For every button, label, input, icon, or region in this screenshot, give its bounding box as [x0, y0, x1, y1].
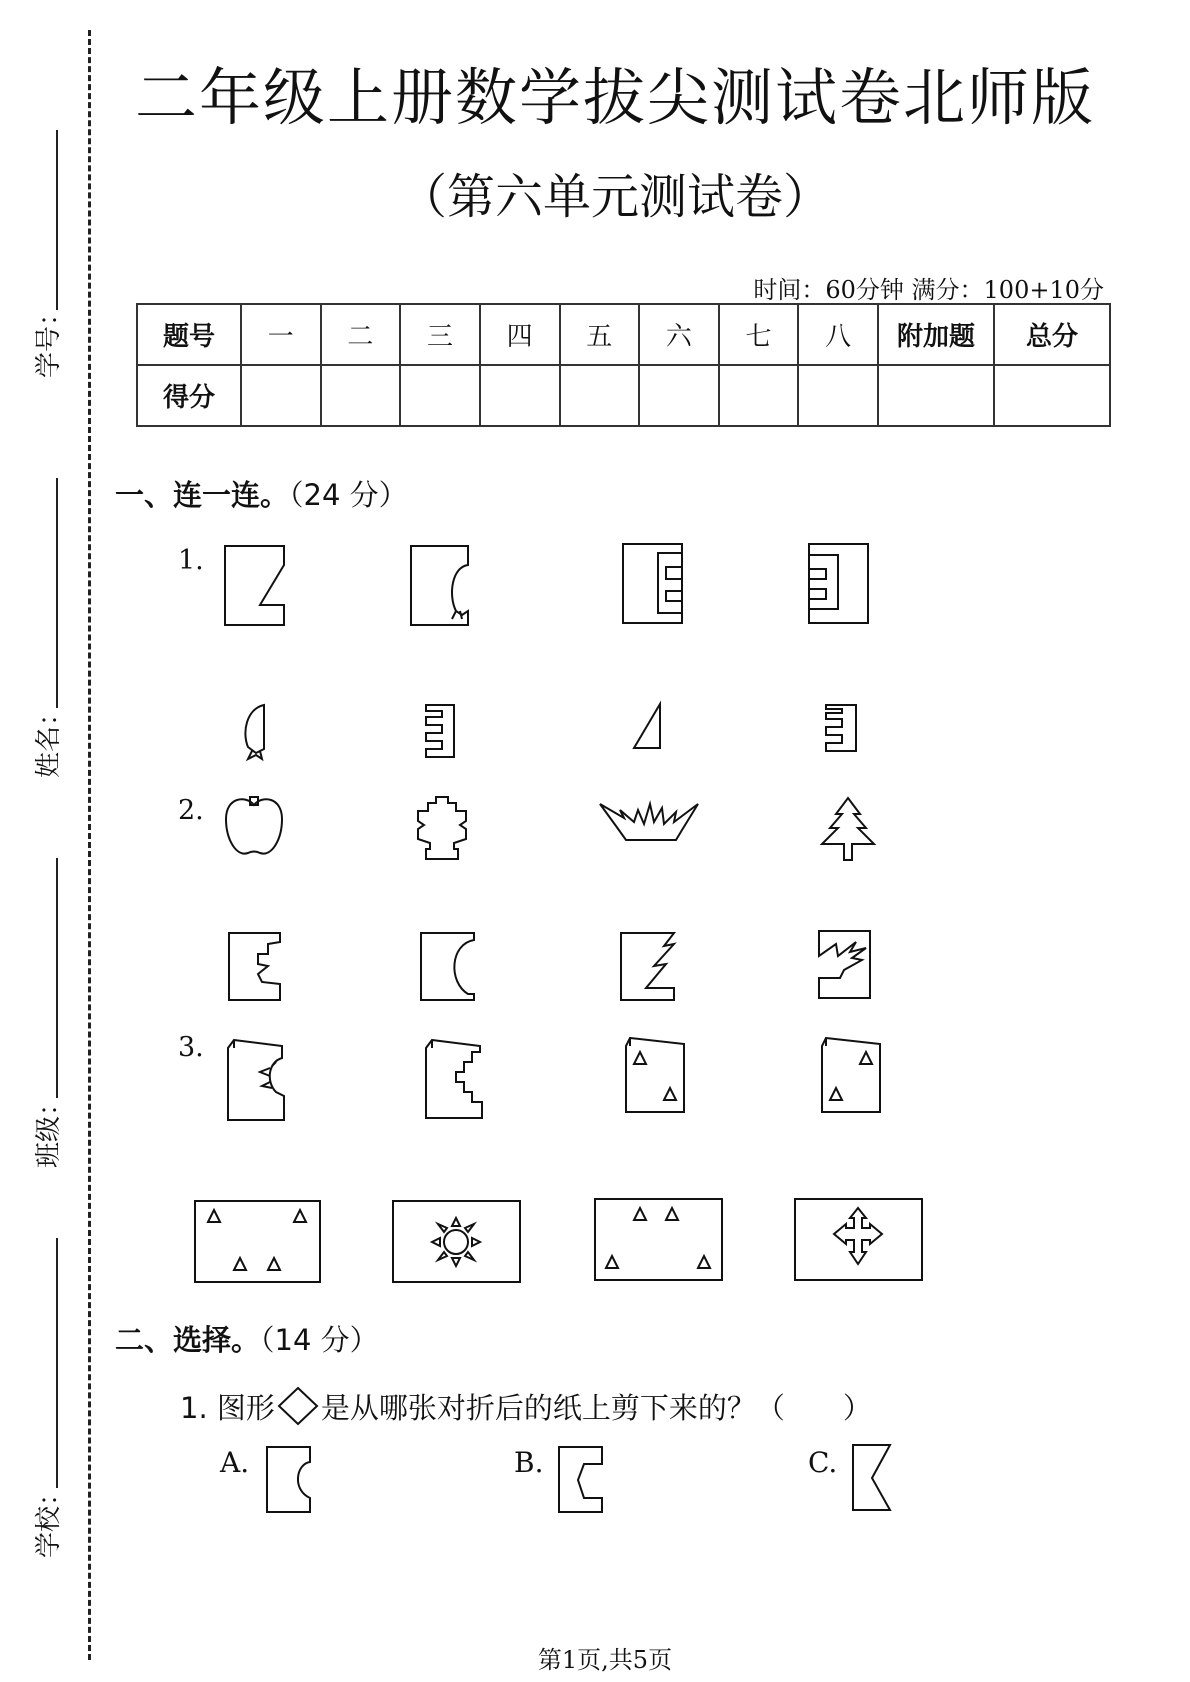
student-id-label: 学号： [34, 299, 64, 378]
score-table-cell: 六 [639, 304, 719, 365]
page-number: 第1页,共5页 [537, 1646, 673, 1674]
question-number: 1. [178, 545, 204, 576]
section1-points: （24 分） [289, 478, 408, 512]
school-line [56, 1238, 58, 1488]
page-title: 二年级上册数学拔尖测试卷北师版 [134, 61, 1095, 134]
folded-paper-icon[interactable] [624, 1036, 686, 1114]
score-input-cell[interactable] [321, 365, 401, 426]
tree-icon[interactable] [818, 796, 878, 862]
class-line [56, 858, 58, 1098]
option-c-label[interactable]: C. [808, 1446, 838, 1479]
score-input-cell[interactable] [798, 365, 878, 426]
option-b-shape-icon[interactable] [558, 1446, 604, 1514]
cutout-shape-icon[interactable] [238, 703, 272, 763]
cutout-shape-icon[interactable] [632, 702, 666, 752]
apple-icon[interactable] [222, 793, 286, 859]
binding-dashed-line [88, 30, 91, 1660]
score-label-cell: 得分 [137, 365, 241, 426]
score-input-cell[interactable] [719, 365, 799, 426]
folded-paper-icon[interactable] [622, 543, 684, 625]
score-table-cell: 总分 [994, 304, 1110, 365]
score-table-cell: 七 [719, 304, 799, 365]
section1-title: 一、连一连。 [115, 478, 290, 512]
section2-points: （14 分） [260, 1323, 379, 1357]
folded-paper-icon[interactable] [818, 930, 872, 1000]
cutout-shape-icon[interactable] [424, 703, 460, 759]
score-table-cell: 附加题 [878, 304, 994, 365]
score-table-cell: 五 [560, 304, 640, 365]
score-table-cell: 四 [480, 304, 560, 365]
folded-paper-icon[interactable] [228, 932, 282, 1002]
score-table-cell: 八 [798, 304, 878, 365]
score-table-header-row [137, 304, 1110, 365]
school-label: 学校： [34, 1479, 64, 1558]
score-table-cell: 一 [241, 304, 321, 365]
score-table-cell: 二 [321, 304, 401, 365]
cutout-shape-icon[interactable] [824, 703, 860, 753]
unfolded-paper-icon[interactable] [794, 1198, 924, 1282]
name-line [56, 478, 58, 708]
unfolded-paper-icon[interactable] [194, 1200, 322, 1284]
score-input-cell[interactable] [400, 365, 480, 426]
cutout-shape-icon[interactable] [410, 795, 474, 863]
time-info: 时间：60分钟 满分：100+10分 [753, 276, 1104, 304]
score-input-cell[interactable] [994, 365, 1110, 426]
cutout-shape-icon[interactable] [598, 800, 700, 848]
question-number: 2. [178, 795, 204, 826]
section2-heading [115, 1318, 379, 1359]
unfolded-paper-icon[interactable] [594, 1198, 724, 1282]
page-subtitle: （第六单元测试卷） [398, 169, 831, 225]
folded-paper-icon[interactable] [808, 543, 870, 625]
score-table-cell: 题号 [137, 304, 241, 365]
score-table-score-row [137, 365, 1110, 426]
option-a-shape-icon[interactable] [266, 1446, 312, 1514]
score-input-cell[interactable] [480, 365, 560, 426]
score-input-cell[interactable] [878, 365, 994, 426]
folded-paper-icon[interactable] [420, 932, 476, 1002]
question-text [180, 1386, 872, 1427]
score-table-cell: 三 [400, 304, 480, 365]
folded-paper-icon[interactable] [226, 1038, 286, 1122]
score-input-cell[interactable] [639, 365, 719, 426]
score-input-cell[interactable] [560, 365, 640, 426]
score-input-cell[interactable] [241, 365, 321, 426]
class-label: 班级： [34, 1089, 64, 1168]
score-table [136, 303, 1111, 427]
option-b-label[interactable]: B. [514, 1446, 544, 1479]
question-number: 3. [178, 1032, 204, 1063]
option-c-shape-icon[interactable] [852, 1444, 892, 1514]
section1-heading [115, 473, 408, 514]
folded-paper-icon[interactable] [410, 545, 470, 627]
diamond-icon [277, 1386, 319, 1426]
question-text-end: 是从哪张对折后的纸上剪下来的？（ ） [320, 1391, 872, 1425]
folded-paper-icon[interactable] [424, 1038, 484, 1120]
folded-paper-icon[interactable] [820, 1036, 882, 1114]
folded-paper-icon[interactable] [620, 932, 676, 1002]
section2-title: 二、选择。 [115, 1323, 261, 1357]
sun-icon[interactable] [392, 1200, 522, 1284]
question-text-start: 1. 图形 [180, 1391, 275, 1425]
folded-paper-icon[interactable] [224, 545, 286, 627]
name-label: 姓名： [34, 699, 64, 778]
option-a-label[interactable]: A. [220, 1446, 250, 1479]
